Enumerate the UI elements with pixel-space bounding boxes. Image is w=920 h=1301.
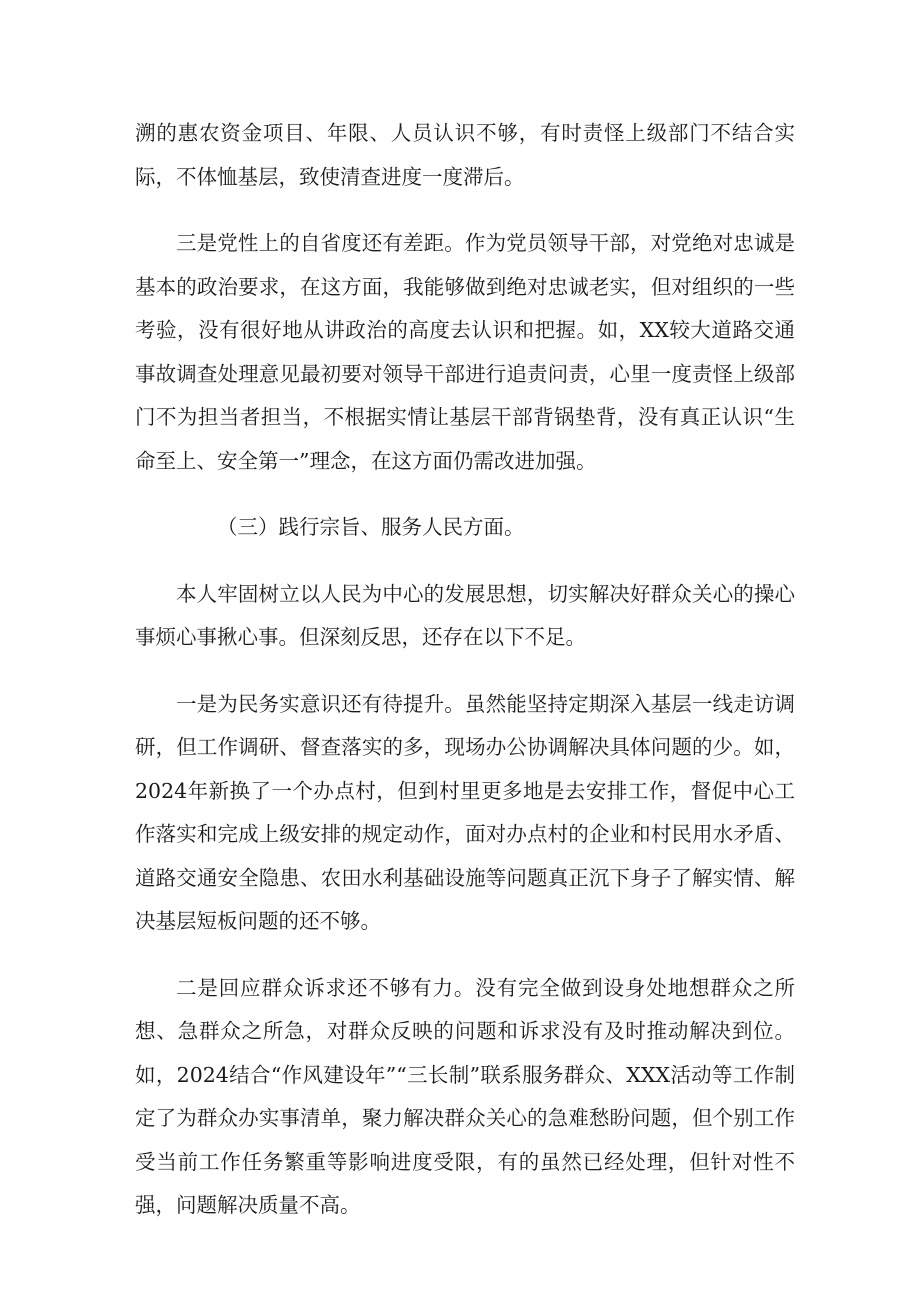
section-heading-serve-people: （三）践行宗旨、服务人民方面。 <box>217 515 525 539</box>
paragraph-intro-serve-people: 本人牢固树立以人民为中心的发展思想，切实解决好群众关心的操心事烦心事揪心事。但深刻反思，还存在以下不足。 <box>135 581 795 649</box>
paragraph-respond-demands: 二是回应群众诉求还不够有力。没有完全做到设身处地想群众之所想、急群众之所急，对群众反映的问题和诉求没有及时推动解决到位。如，2024结合“作风建设年”“三长制”联系服务群众、XXX活动等工作制定了为群众办实事清单，聚力解决群众关心的急难愁盼问题，但个别工作受当前工作任务繁重等影响进度受限，有的虽然已经处理，但针对性不强，问题解决质量不高。 <box>135 975 795 1217</box>
paragraph-continuation: 溯的惠农资金项目、年限、人员认识不够，有时责怪上级部门不结合实际，不体恤基层，致使清查进度一度滞后。 <box>135 121 795 189</box>
paragraph-practical-awareness: 一是为民务实意识还有待提升。虽然能坚持定期深入基层一线走访调研，但工作调研、督查落实的多，现场办公协调解决具体问题的少。如，2024年新换了一个办点村，但到村里更多地是去安排工作，督促中心工作落实和完成上级安排的规定动作，面对办点村的企业和村民用水矛盾、道路交通安全隐患、农田水利基础设施等问题真正沉下身子了解实情、解决基层短板问题的还不够。 <box>135 691 795 933</box>
paragraph-party-spirit: 三是党性上的自省度还有差距。作为党员领导干部，对党绝对忠诚是基本的政治要求，在这方面，我能够做到绝对忠诚老实，但对组织的一些考验，没有很好地从讲政治的高度去认识和把握。如，XX较大道路交通事故调查处理意见最初要对领导干部进行追责问责，心里一度责怪上级部门不为担当者担当，不根据实情让基层干部背锅垫背，没有真正认识“生命至上、安全第一”理念，在这方面仍需改进加强。 <box>135 231 795 473</box>
document-body <box>135 112 795 1251</box>
